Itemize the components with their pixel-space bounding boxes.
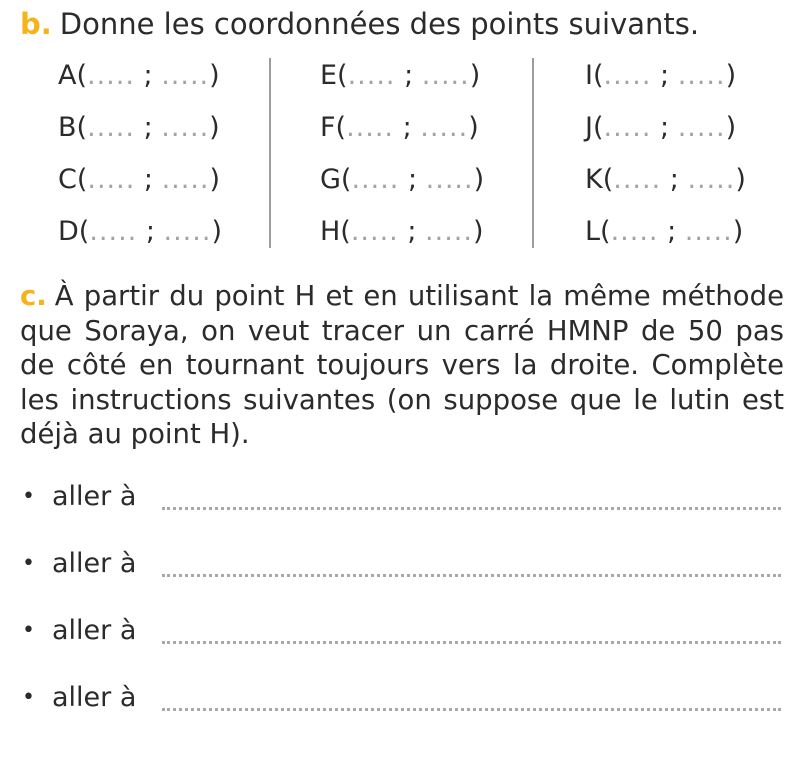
closing-parenthesis: ) (209, 112, 220, 143)
closing-parenthesis: ) (468, 112, 479, 143)
section-b-text: Donne les coordonnées des points suivants. (59, 7, 700, 41)
x-coordinate-blank[interactable]: ..... (346, 112, 394, 143)
point-label: J( (585, 112, 604, 143)
bullet-icon: • (22, 551, 35, 576)
answer-blank-line[interactable] (162, 708, 781, 711)
instruction-label: aller à (52, 481, 137, 512)
closing-parenthesis: ) (472, 216, 484, 247)
point-coordinate-row (585, 54, 746, 106)
y-coordinate-blank[interactable]: ..... (425, 164, 474, 195)
closing-parenthesis: ) (209, 164, 221, 195)
point-coordinate-row (585, 106, 746, 158)
instruction-item (0, 610, 803, 677)
point-label: E( (320, 60, 348, 91)
point-label: L( (585, 216, 611, 247)
y-coordinate-blank[interactable]: ..... (677, 60, 726, 91)
coordinate-separator: ; (134, 60, 162, 91)
answer-blank-line[interactable] (162, 641, 781, 644)
x-coordinate-blank[interactable]: ..... (610, 216, 659, 247)
coordinate-separator: ; (661, 164, 688, 195)
point-coordinate-row (58, 158, 222, 210)
point-coordinate-row (320, 106, 484, 158)
section-b-marker: b. (20, 7, 52, 41)
bullet-icon: • (22, 685, 35, 710)
y-coordinate-blank[interactable]: ..... (421, 60, 470, 91)
coordinate-separator: ; (395, 60, 422, 91)
instruction-item (0, 476, 803, 543)
point-coordinate-row (320, 158, 484, 210)
section-c-text: À partir du point H et en utilisant la même méthode que Soraya, on veut tracer un carré HMNP de 50 pas de côté en tournant toujours vers la droite. Complète les instructions suivantes (on suppose que le lutin est déjà au point H). (20, 280, 784, 450)
point-label: D( (58, 216, 90, 247)
point-label: A( (58, 60, 88, 91)
closing-parenthesis: ) (473, 164, 485, 195)
y-coordinate-blank[interactable]: ..... (163, 216, 212, 247)
x-coordinate-blank[interactable]: ..... (613, 164, 662, 195)
coordinate-separator: ; (658, 216, 685, 247)
y-coordinate-blank[interactable]: ..... (687, 164, 736, 195)
y-coordinate-blank[interactable]: ..... (161, 164, 210, 195)
x-coordinate-blank[interactable]: ..... (87, 164, 136, 195)
point-label: F( (320, 112, 347, 143)
point-coordinate-row (320, 210, 484, 262)
coordinate-separator: ; (651, 60, 678, 91)
bullet-icon: • (22, 618, 35, 643)
closing-parenthesis: ) (725, 60, 737, 91)
points-column (585, 54, 746, 262)
column-divider (269, 58, 271, 248)
coordinate-separator: ; (398, 216, 426, 247)
x-coordinate-blank[interactable]: ..... (89, 216, 138, 247)
point-label: C( (58, 164, 88, 195)
y-coordinate-blank[interactable]: ..... (425, 216, 473, 247)
column-divider (532, 58, 534, 248)
bullet-icon: • (22, 484, 35, 509)
instruction-label: aller à (52, 548, 137, 579)
y-coordinate-blank[interactable]: ..... (684, 216, 733, 247)
y-coordinate-blank[interactable]: ..... (161, 60, 210, 91)
closing-parenthesis: ) (469, 60, 481, 91)
closing-parenthesis: ) (211, 216, 222, 247)
point-label: G( (320, 164, 352, 195)
x-coordinate-blank[interactable]: ..... (350, 216, 399, 247)
answer-blank-line[interactable] (162, 574, 781, 577)
x-coordinate-blank[interactable]: ..... (351, 164, 400, 195)
closing-parenthesis: ) (725, 112, 737, 143)
point-label: K( (585, 164, 614, 195)
x-coordinate-blank[interactable]: ..... (87, 112, 135, 143)
closing-parenthesis: ) (732, 216, 744, 247)
coordinate-separator: ; (134, 112, 162, 143)
points-column (58, 54, 222, 262)
x-coordinate-blank[interactable]: ..... (347, 60, 396, 91)
point-label: I( (585, 60, 604, 91)
closing-parenthesis: ) (735, 164, 746, 195)
point-coordinate-row (58, 54, 222, 106)
y-coordinate-blank[interactable]: ..... (420, 112, 469, 143)
instruction-item (0, 677, 803, 744)
point-label: H( (320, 216, 351, 247)
coordinate-separator: ; (651, 112, 678, 143)
coordinate-separator: ; (137, 216, 164, 247)
answer-blank-line[interactable] (162, 507, 781, 510)
instruction-item (0, 543, 803, 610)
coordinates-grid (0, 54, 803, 254)
coordinate-separator: ; (135, 164, 162, 195)
point-coordinate-row (320, 54, 484, 106)
point-label: B( (58, 112, 88, 143)
y-coordinate-blank[interactable]: ..... (677, 112, 726, 143)
y-coordinate-blank[interactable]: ..... (161, 112, 210, 143)
section-c-marker: c. (20, 280, 47, 312)
point-coordinate-row (585, 158, 746, 210)
coordinate-separator: ; (399, 164, 426, 195)
x-coordinate-blank[interactable]: ..... (603, 112, 652, 143)
closing-parenthesis: ) (209, 60, 220, 91)
point-coordinate-row (58, 106, 222, 158)
section-c-paragraph (20, 279, 784, 452)
x-coordinate-blank[interactable]: ..... (87, 60, 135, 91)
point-coordinate-row (585, 210, 746, 262)
coordinate-separator: ; (394, 112, 421, 143)
section-b-heading (20, 4, 699, 44)
instruction-list (0, 476, 803, 744)
point-coordinate-row (58, 210, 222, 262)
instruction-label: aller à (52, 615, 137, 646)
instruction-label: aller à (52, 682, 137, 713)
points-column (320, 54, 484, 262)
x-coordinate-blank[interactable]: ..... (603, 60, 652, 91)
